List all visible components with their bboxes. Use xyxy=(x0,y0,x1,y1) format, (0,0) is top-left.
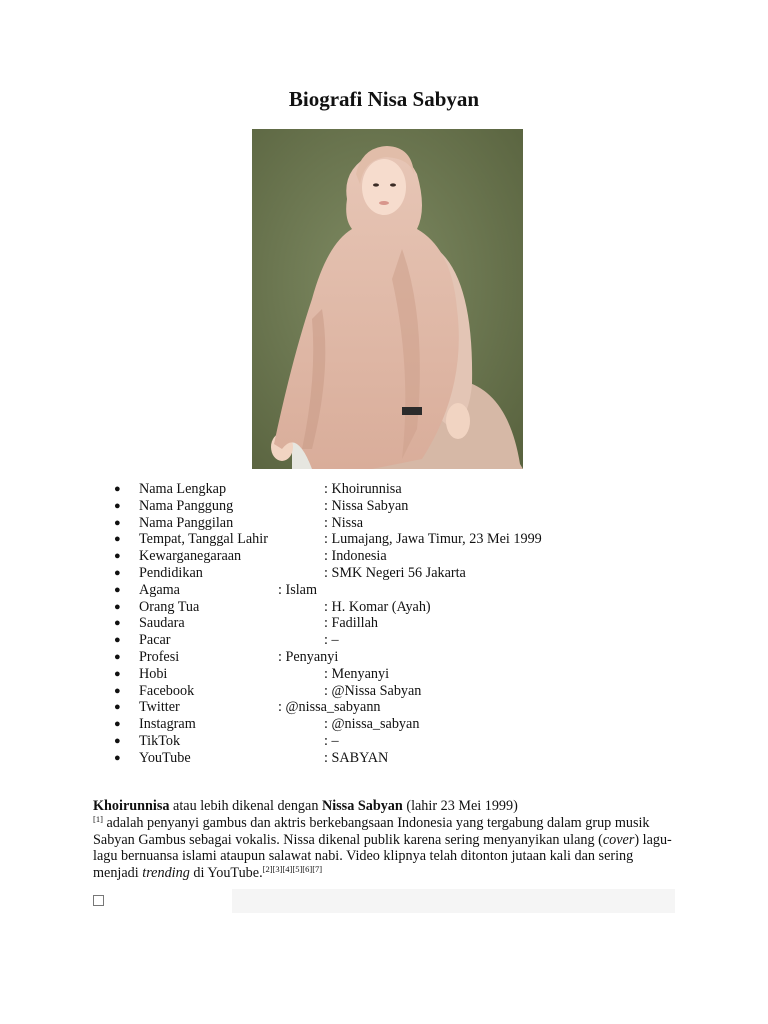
bullet-icon: ● xyxy=(114,634,121,647)
full-name: Khoirunnisa xyxy=(93,798,170,814)
bio-label: Twitter xyxy=(139,699,180,716)
bio-value: : Islam xyxy=(278,581,318,598)
bullet-icon: ● xyxy=(114,734,121,747)
bio-value: : SMK Negeri 56 Jakarta xyxy=(324,564,466,581)
bullet-icon: ● xyxy=(114,684,121,697)
bullet-icon: ● xyxy=(114,751,121,764)
bullet-icon: ● xyxy=(114,533,121,546)
bio-value: : @nissa_sabyan xyxy=(324,716,420,733)
bio-label: Profesi xyxy=(139,648,180,665)
bio-label: Hobi xyxy=(139,665,168,682)
bio-label: Nama Panggilan xyxy=(139,514,234,531)
bio-value: : H. Komar (Ayah) xyxy=(324,598,431,615)
bullet-icon: ● xyxy=(114,600,121,613)
bullet-icon: ● xyxy=(114,617,121,630)
bio-label: Facebook xyxy=(139,682,195,699)
bio-label: Nama Panggung xyxy=(139,497,234,514)
bio-value: : SABYAN xyxy=(324,749,389,766)
checkbox-icon[interactable] xyxy=(93,895,104,906)
bio-label: Pendidikan xyxy=(139,564,203,581)
stage-name: Nissa Sabyan xyxy=(321,798,403,814)
bullet-icon: ● xyxy=(114,718,121,731)
reference-links[interactable]: [2][3][4][5][6][7] xyxy=(262,864,323,875)
bio-label: TikTok xyxy=(139,732,181,749)
bio-value: : Menyanyi xyxy=(324,665,390,682)
bio-label: Tempat, Tanggal Lahir xyxy=(139,531,268,548)
bio-value: : @Nissa Sabyan xyxy=(324,682,422,699)
bullet-icon: ● xyxy=(114,516,121,529)
bullet-icon: ● xyxy=(114,667,121,680)
bullet-icon: ● xyxy=(114,566,121,579)
bio-value: : Nissa xyxy=(324,514,364,531)
bio-value: : Nissa Sabyan xyxy=(324,497,409,514)
bio-label: Nama Lengkap xyxy=(139,481,227,497)
bio-value: : Khoirunnisa xyxy=(324,481,402,497)
bio-label: Instagram xyxy=(139,716,196,733)
bio-value: : @nissa_sabyann xyxy=(278,699,381,716)
page-title: Biografi Nisa Sabyan xyxy=(288,87,480,111)
bio-label: Kewarganegaraan xyxy=(139,548,242,565)
bullet-icon: ● xyxy=(114,550,121,563)
bio-value: : – xyxy=(324,632,339,649)
bio-label: YouTube xyxy=(139,749,191,766)
bio-value: : – xyxy=(324,732,339,749)
reference-link[interactable]: [1] xyxy=(93,813,103,824)
bullet-icon: ● xyxy=(114,701,121,714)
bullet-icon: ● xyxy=(114,650,121,663)
bullet-icon: ● xyxy=(114,583,121,596)
empty-placeholder-bar xyxy=(232,889,675,913)
bio-label: Orang Tua xyxy=(139,598,200,615)
bullet-icon: ● xyxy=(114,483,121,495)
intro-paragraph: Khoirunnisa atau lebih dikenal dengan Nissa Sabyan (lahir 23 Mei 1999) [1] adalah penyanyi gambus dan aktris berkebangsaan Indonesia yang tergabung dalam grup musik Sabyan Gambus sebagai vokalis. Nissa dikenal publik karena sering menyanyikan ulang (cover) lagu-lagu bernuansa islami ataupun salawat nabi. Video klipnya telah ditonton jutaan kali dan sering menjadi trending di YouTube.[2][3][4][5][6][7] xyxy=(93,798,672,882)
bio-label: Saudara xyxy=(139,615,185,632)
bio-label: Agama xyxy=(139,581,180,598)
bio-value: : Lumajang, Jawa Timur, 23 Mei 1999 xyxy=(324,531,542,548)
bio-value: : Penyanyi xyxy=(278,648,339,665)
bio-label: Pacar xyxy=(139,632,171,649)
profile-photo xyxy=(252,129,523,469)
bullet-icon: ● xyxy=(114,499,121,512)
bio-value: : Indonesia xyxy=(324,548,387,565)
bio-value: : Fadillah xyxy=(324,615,378,632)
